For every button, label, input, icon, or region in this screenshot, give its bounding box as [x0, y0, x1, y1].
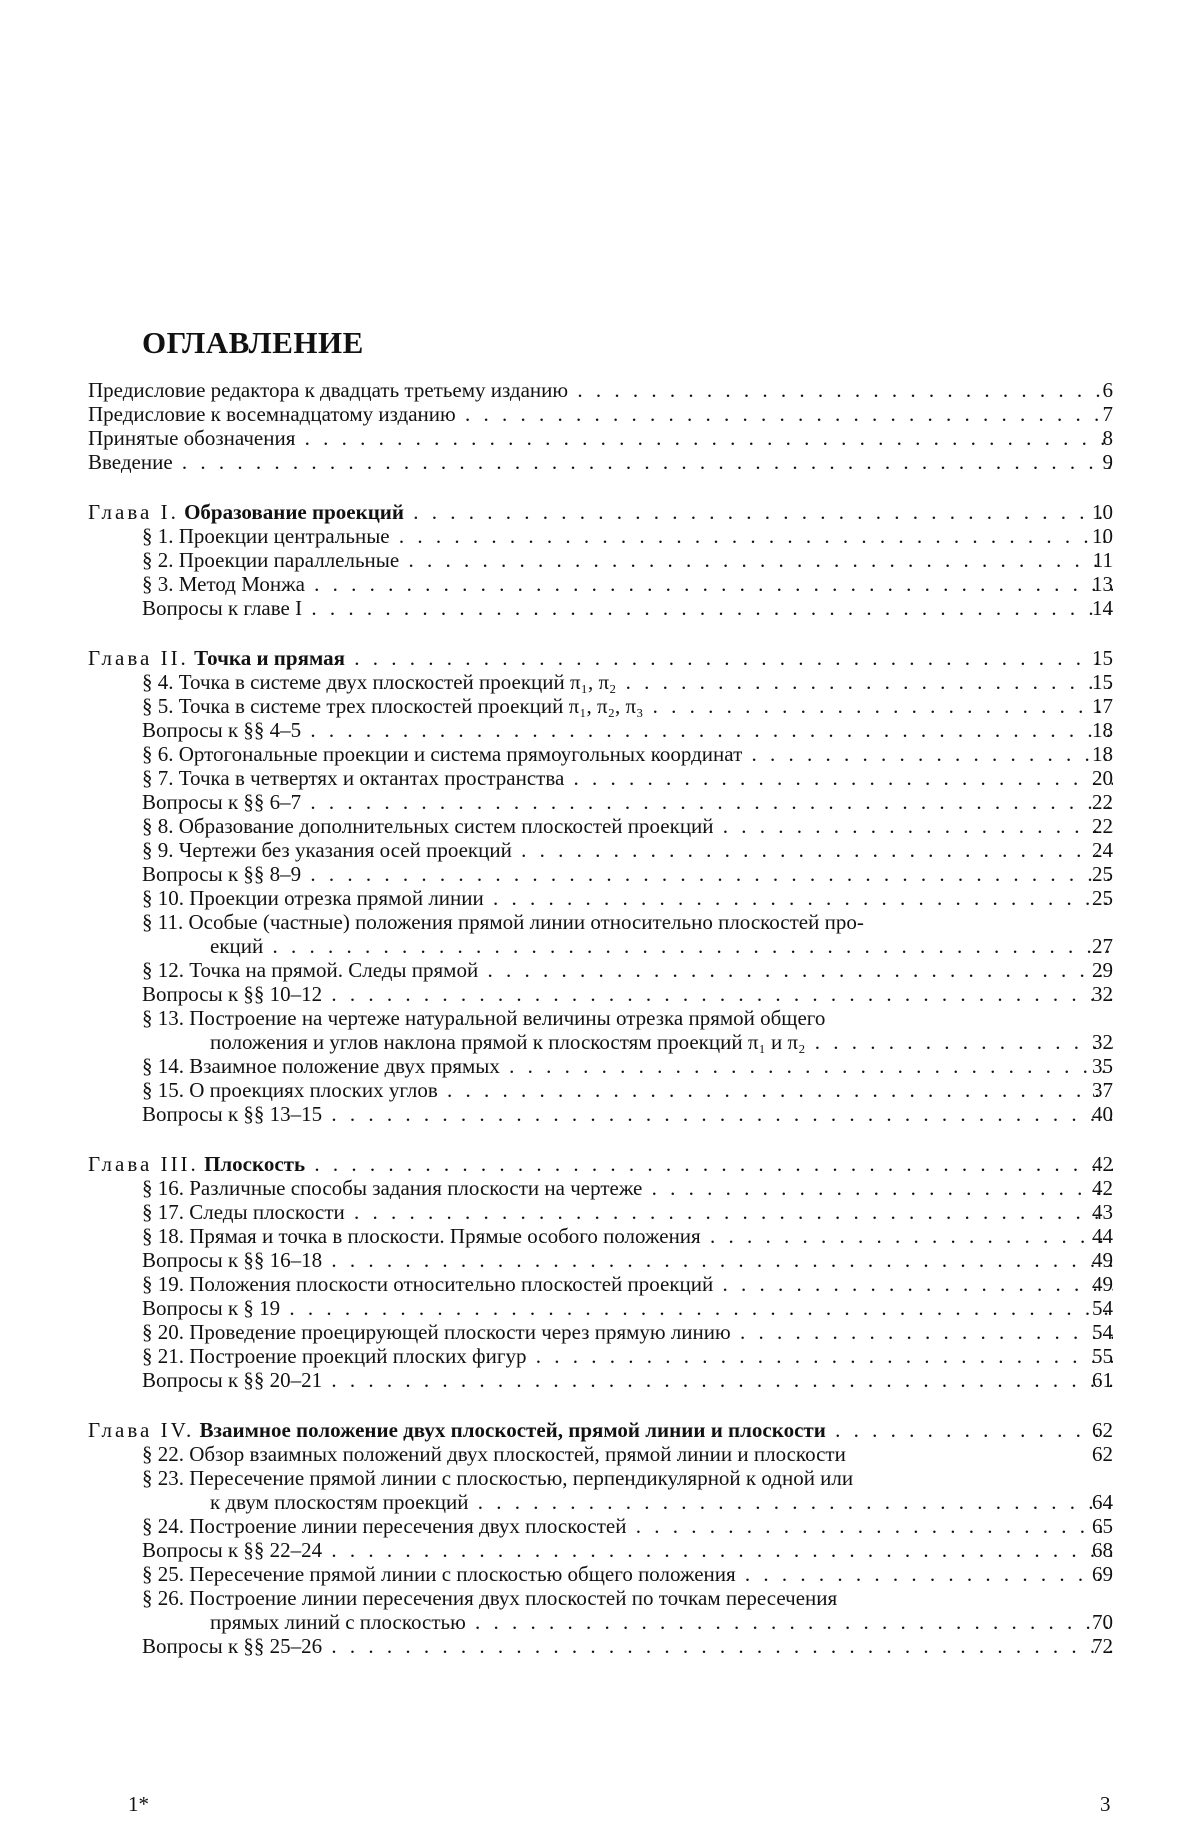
- page-title: ОГЛАВЛЕНИЕ: [142, 325, 364, 360]
- toc-entry-text: Предисловие редактора к двадцать третьему изданию . . .: [88, 378, 1113, 402]
- toc-entry-text-continued: положения и углов наклона прямой к плоскостям проекций π₁ и π₂ . . .: [88, 1030, 1113, 1054]
- toc-entry-page: 54: [1092, 1296, 1113, 1320]
- toc-entry: [88, 596, 1113, 620]
- toc-entry-page: 64: [1092, 1490, 1113, 1514]
- chapter-heading-text: [88, 1418, 1113, 1442]
- table-of-contents: [88, 378, 1113, 1684]
- toc-entry: [88, 718, 1113, 742]
- toc-entry-text: § 11. Особые (частные) положения прямой линии относительно плоскостей про-: [142, 910, 864, 934]
- chapter-page: 10: [1092, 500, 1113, 524]
- toc-entry-text: Вопросы к главе I . . .: [88, 596, 1113, 620]
- toc-entry: [88, 1514, 1113, 1538]
- toc-entry-text: Введение . . .: [88, 450, 1113, 474]
- toc-entry: [88, 1466, 1113, 1514]
- toc-entry: [88, 1586, 1113, 1634]
- toc-entry: [88, 1562, 1113, 1586]
- chapter-heading: [88, 646, 1113, 670]
- toc-entry-text: § 9. Чертежи без указания осей проекций . . .: [88, 838, 1113, 862]
- toc-entry-text: Вопросы к § 19 . . .: [88, 1296, 1113, 1320]
- toc-entry-text: Вопросы к §§ 10–12 . . .: [88, 982, 1113, 1006]
- chapter-name: Образование проекций: [184, 500, 404, 524]
- toc-entry: [88, 910, 1113, 958]
- toc-entry-page: 11: [1092, 548, 1113, 572]
- chapter-number: Глава II.: [88, 646, 189, 670]
- chapter-group: [88, 1418, 1113, 1658]
- toc-entry: [88, 402, 1113, 426]
- toc-entry: [88, 958, 1113, 982]
- chapter-heading-text: [88, 646, 1113, 670]
- toc-entry: [88, 838, 1113, 862]
- toc-entry-text: § 13. Построение на чертеже натуральной величины отрезка прямой общего: [142, 1006, 826, 1030]
- toc-entry-page: 49: [1092, 1248, 1113, 1272]
- toc-entry-text: § 19. Положения плоскости относительно плоскостей проекций . . .: [88, 1272, 1113, 1296]
- toc-entry-page: 25: [1092, 862, 1113, 886]
- toc-entry: [88, 886, 1113, 910]
- toc-entry: [88, 1224, 1113, 1248]
- toc-entry-page: 10: [1092, 524, 1113, 548]
- toc-entry-page: 49: [1092, 1272, 1113, 1296]
- toc-entry-page: 9: [1102, 450, 1113, 474]
- toc-entry: [88, 1538, 1113, 1562]
- chapter-number: Глава IV.: [88, 1418, 195, 1442]
- toc-entry-page: 72: [1092, 1634, 1113, 1658]
- chapters-container: [88, 500, 1113, 1658]
- chapter-heading: [88, 1418, 1113, 1442]
- toc-entry-text: § 8. Образование дополнительных систем плоскостей проекций . . .: [88, 814, 1113, 838]
- toc-entry: [88, 1442, 1113, 1466]
- toc-entry-text: § 12. Точка на прямой. Следы прямой . . .: [88, 958, 1113, 982]
- toc-entry-page: 13: [1092, 572, 1113, 596]
- toc-entry-page: 29: [1092, 958, 1113, 982]
- toc-entry-text: § 10. Проекции отрезка прямой линии . . .: [88, 886, 1113, 910]
- toc-entry-text: Вопросы к §§ 25–26 . . .: [88, 1634, 1113, 1658]
- toc-entry: [88, 742, 1113, 766]
- toc-entry-text: § 24. Построение линии пересечения двух плоскостей . . .: [88, 1514, 1113, 1538]
- toc-entry-text: § 5. Точка в системе трех плоскостей проекций π₁, π₂, π₃ . . .: [88, 694, 1113, 718]
- toc-entry-text: Вопросы к §§ 6–7 . . .: [88, 790, 1113, 814]
- toc-entry-text: § 21. Построение проекций плоских фигур . . .: [88, 1344, 1113, 1368]
- toc-entry-page: 65: [1092, 1514, 1113, 1538]
- toc-entry-page: 18: [1092, 718, 1113, 742]
- chapter-name: Точка и прямая: [194, 646, 345, 670]
- toc-entry: [88, 790, 1113, 814]
- toc-entry-page: 62: [1092, 1442, 1113, 1466]
- toc-entry-text: § 18. Прямая и точка в плоскости. Прямые особого положения . . .: [88, 1224, 1113, 1248]
- toc-entry-page: 44: [1092, 1224, 1113, 1248]
- toc-entry-page: 7: [1102, 402, 1113, 426]
- toc-entry-text-continued: екций . . .: [88, 934, 1113, 958]
- toc-entry-text: Принятые обозначения . . .: [88, 426, 1113, 450]
- toc-entry-text-continued: к двум плоскостям проекций . . .: [88, 1490, 1113, 1514]
- chapter-number: Глава III.: [88, 1152, 199, 1176]
- toc-entry-text: § 26. Построение линии пересечения двух плоскостей по точкам пересечения: [142, 1586, 838, 1610]
- toc-entry-page: 69: [1092, 1562, 1113, 1586]
- toc-entry: [88, 548, 1113, 572]
- chapter-group: [88, 500, 1113, 620]
- toc-entry-text: § 2. Проекции параллельные . . .: [88, 548, 1113, 572]
- toc-entry: [88, 426, 1113, 450]
- toc-entry-text: Вопросы к §§ 16–18 . . .: [88, 1248, 1113, 1272]
- toc-entry: [88, 766, 1113, 790]
- chapter-number: Глава I.: [88, 500, 179, 524]
- toc-entry: [88, 1320, 1113, 1344]
- toc-entry-page: 20: [1092, 766, 1113, 790]
- toc-entry-page: 14: [1092, 596, 1113, 620]
- toc-entry-page: 37: [1092, 1078, 1113, 1102]
- toc-entry: [88, 1078, 1113, 1102]
- toc-entry: [88, 982, 1113, 1006]
- toc-entry-text: Вопросы к §§ 4–5 . . .: [88, 718, 1113, 742]
- toc-entry-text: § 16. Различные способы задания плоскости на чертеже . . .: [88, 1176, 1113, 1200]
- toc-entry-text: § 20. Проведение проецирующей плоскости через прямую линию . . .: [88, 1320, 1113, 1344]
- chapter-heading: [88, 500, 1113, 524]
- toc-entry-page: 27: [1092, 934, 1113, 958]
- toc-entry: [88, 670, 1113, 694]
- toc-entry: [88, 1200, 1113, 1224]
- toc-entry-page: 22: [1092, 814, 1113, 838]
- chapter-heading-text: [88, 1152, 1113, 1176]
- toc-entry-page: 24: [1092, 838, 1113, 862]
- toc-entry: [88, 1248, 1113, 1272]
- toc-entry: [88, 1272, 1113, 1296]
- toc-entry-page: 68: [1092, 1538, 1113, 1562]
- chapter-page: 62: [1092, 1418, 1113, 1442]
- printer-signature: 1*: [128, 1792, 149, 1816]
- toc-entry-text-continued: прямых линий с плоскостью . . .: [88, 1610, 1113, 1634]
- chapter-name: Плоскость: [204, 1152, 306, 1176]
- toc-entry: [88, 524, 1113, 548]
- toc-entry: [88, 1296, 1113, 1320]
- toc-entry-page: 70: [1092, 1610, 1113, 1634]
- toc-entry: [88, 450, 1113, 474]
- toc-entry-page: 17: [1092, 694, 1113, 718]
- toc-entry-text: § 15. О проекциях плоских углов . . .: [88, 1078, 1113, 1102]
- toc-entry: [88, 572, 1113, 596]
- toc-entry-page: 6: [1102, 378, 1113, 402]
- chapter-page: 42: [1092, 1152, 1113, 1176]
- toc-entry-page: 43: [1092, 1200, 1113, 1224]
- chapter-page: 15: [1092, 646, 1113, 670]
- chapter-heading: [88, 1152, 1113, 1176]
- chapter-group: [88, 1152, 1113, 1392]
- toc-entry: [88, 1054, 1113, 1078]
- toc-entry-text: § 1. Проекции центральные . . .: [88, 524, 1113, 548]
- toc-entry-text: Вопросы к §§ 13–15 . . .: [88, 1102, 1113, 1126]
- toc-entry: [88, 1344, 1113, 1368]
- toc-entry: [88, 378, 1113, 402]
- toc-entry: [88, 1368, 1113, 1392]
- toc-entry-text: Предисловие к восемнадцатому изданию . . .: [88, 402, 1113, 426]
- toc-entry-text: § 22. Обзор взаимных положений двух плоскостей, прямой линии и плоскости: [142, 1442, 846, 1466]
- toc-entry-text: § 23. Пересечение прямой линии с плоскостью, перпендикулярной к одной или: [142, 1466, 854, 1490]
- toc-entry-page: 18: [1092, 742, 1113, 766]
- toc-entry-page: 15: [1092, 670, 1113, 694]
- toc-entry-page: 8: [1102, 426, 1113, 450]
- toc-entry-text: § 25. Пересечение прямой линии с плоскостью общего положения . . .: [88, 1562, 1113, 1586]
- toc-entry-page: 55: [1092, 1344, 1113, 1368]
- toc-entry-text: § 6. Ортогональные проекции и система прямоугольных координат . . .: [88, 742, 1113, 766]
- toc-entry-page: 40: [1092, 1102, 1113, 1126]
- toc-entry-page: 42: [1092, 1176, 1113, 1200]
- toc-entry: [88, 1176, 1113, 1200]
- toc-entry-page: 32: [1092, 982, 1113, 1006]
- front-matter-group: [88, 378, 1113, 474]
- toc-entry-text: Вопросы к §§ 20–21 . . .: [88, 1368, 1113, 1392]
- chapter-group: [88, 646, 1113, 1126]
- toc-entry-page: 54: [1092, 1320, 1113, 1344]
- chapter-name: Взаимное положение двух плоскостей, прямой линии и плоскости: [199, 1418, 826, 1442]
- toc-entry-text: Вопросы к §§ 22–24 . . .: [88, 1538, 1113, 1562]
- toc-entry-text: § 4. Точка в системе двух плоскостей проекций π₁, π₂ . . .: [88, 670, 1113, 694]
- toc-entry-page: 25: [1092, 886, 1113, 910]
- toc-entry-page: 35: [1092, 1054, 1113, 1078]
- toc-entry-text: § 7. Точка в четвертях и октантах пространства . . .: [88, 766, 1113, 790]
- toc-entry-page: 61: [1092, 1368, 1113, 1392]
- toc-entry-page: 32: [1092, 1030, 1113, 1054]
- page-number: 3: [1100, 1792, 1111, 1816]
- toc-entry: [88, 1634, 1113, 1658]
- toc-entry-text: § 3. Метод Монжа . . .: [88, 572, 1113, 596]
- toc-entry: [88, 862, 1113, 886]
- toc-entry-text: § 14. Взаимное положение двух прямых . . .: [88, 1054, 1113, 1078]
- toc-entry: [88, 1102, 1113, 1126]
- toc-entry-text: § 17. Следы плоскости . . .: [88, 1200, 1113, 1224]
- toc-entry: [88, 814, 1113, 838]
- chapter-heading-text: [88, 500, 1113, 524]
- toc-entry-text: Вопросы к §§ 8–9 . . .: [88, 862, 1113, 886]
- toc-entry-page: 22: [1092, 790, 1113, 814]
- toc-entry: [88, 694, 1113, 718]
- toc-entry: [88, 1006, 1113, 1054]
